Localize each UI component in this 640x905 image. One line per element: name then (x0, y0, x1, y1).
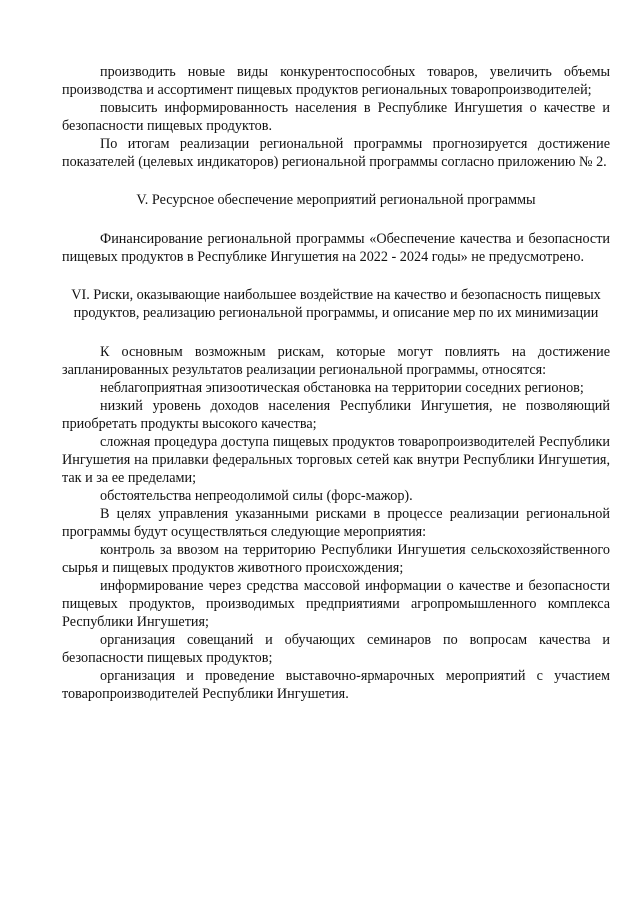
paragraph-risk-epizootic: неблагоприятная эпизоотическая обстановка на территории соседних регионов; (100, 380, 584, 396)
paragraph-indicators: По итогам реализации региональной программы прогнозируется достижение показателей (целевых индикаторов) региональной программы согласно приложению № 2. (62, 136, 610, 170)
paragraph-measure-control: контроль за ввозом на территорию Республики Ингушетия сельскохозяйственного сырья и пищевых продуктов животного происхождения; (62, 542, 610, 576)
paragraph-goals-awareness: повысить информированность населения в Республике Ингушетия о качестве и безопасности пищевых продуктов. (62, 100, 610, 134)
paragraph-measures-intro: В целях управления указанными рисками в процессе реализации региональной программы будут осуществляться следующие мероприятия: (62, 506, 610, 540)
paragraph-risk-access: сложная процедура доступа пищевых продуктов товаропроизводителей Республики Ингушетия на прилавки федеральных торговых сетей как внутри Республики Ингушетия, так и за ее пределами; (62, 434, 610, 486)
paragraph-goals-production: производить новые виды конкурентоспособных товаров, увеличить объемы производства и ассортимент пищевых продуктов региональных товаропроизводителей; (62, 64, 610, 98)
document-body (62, 63, 610, 703)
section-5-heading: V. Ресурсное обеспечение мероприятий региональной программы (136, 192, 536, 208)
paragraph-financing: Финансирование региональной программы «Обеспечение качества и безопасности пищевых продуктов в Республике Ингушетия на 2022 - 2024 годы» не предусмотрено. (62, 231, 610, 265)
paragraph-risk-income: низкий уровень доходов населения Республики Ингушетия, не позволяющий приобретать продукты высокого качества; (62, 398, 610, 432)
paragraph-risk-force-majeure: обстоятельства непреодолимой силы (форс-мажор). (100, 488, 413, 504)
paragraph-measure-fairs: организация и проведение выставочно-ярмарочных мероприятий с участием товаропроизводителей Республики Ингушетия. (62, 668, 610, 702)
paragraph-measure-seminars: организация совещаний и обучающих семинаров по вопросам качества и безопасности пищевых продуктов; (62, 632, 610, 666)
section-6-heading: VI. Риски, оказывающие наибольшее воздействие на качество и безопасность пищевых продуктов, реализацию региональной программы, и описание мер по их минимизации (71, 287, 601, 321)
paragraph-risks-intro: К основным возможным рискам, которые могут повлиять на достижение запланированных результатов реализации региональной программы, относятся: (62, 344, 610, 378)
paragraph-measure-media: информирование через средства массовой информации о качестве и безопасности пищевых продуктов, производимых предприятиями агропромышленного комплекса Республики Ингушетия; (62, 578, 610, 630)
